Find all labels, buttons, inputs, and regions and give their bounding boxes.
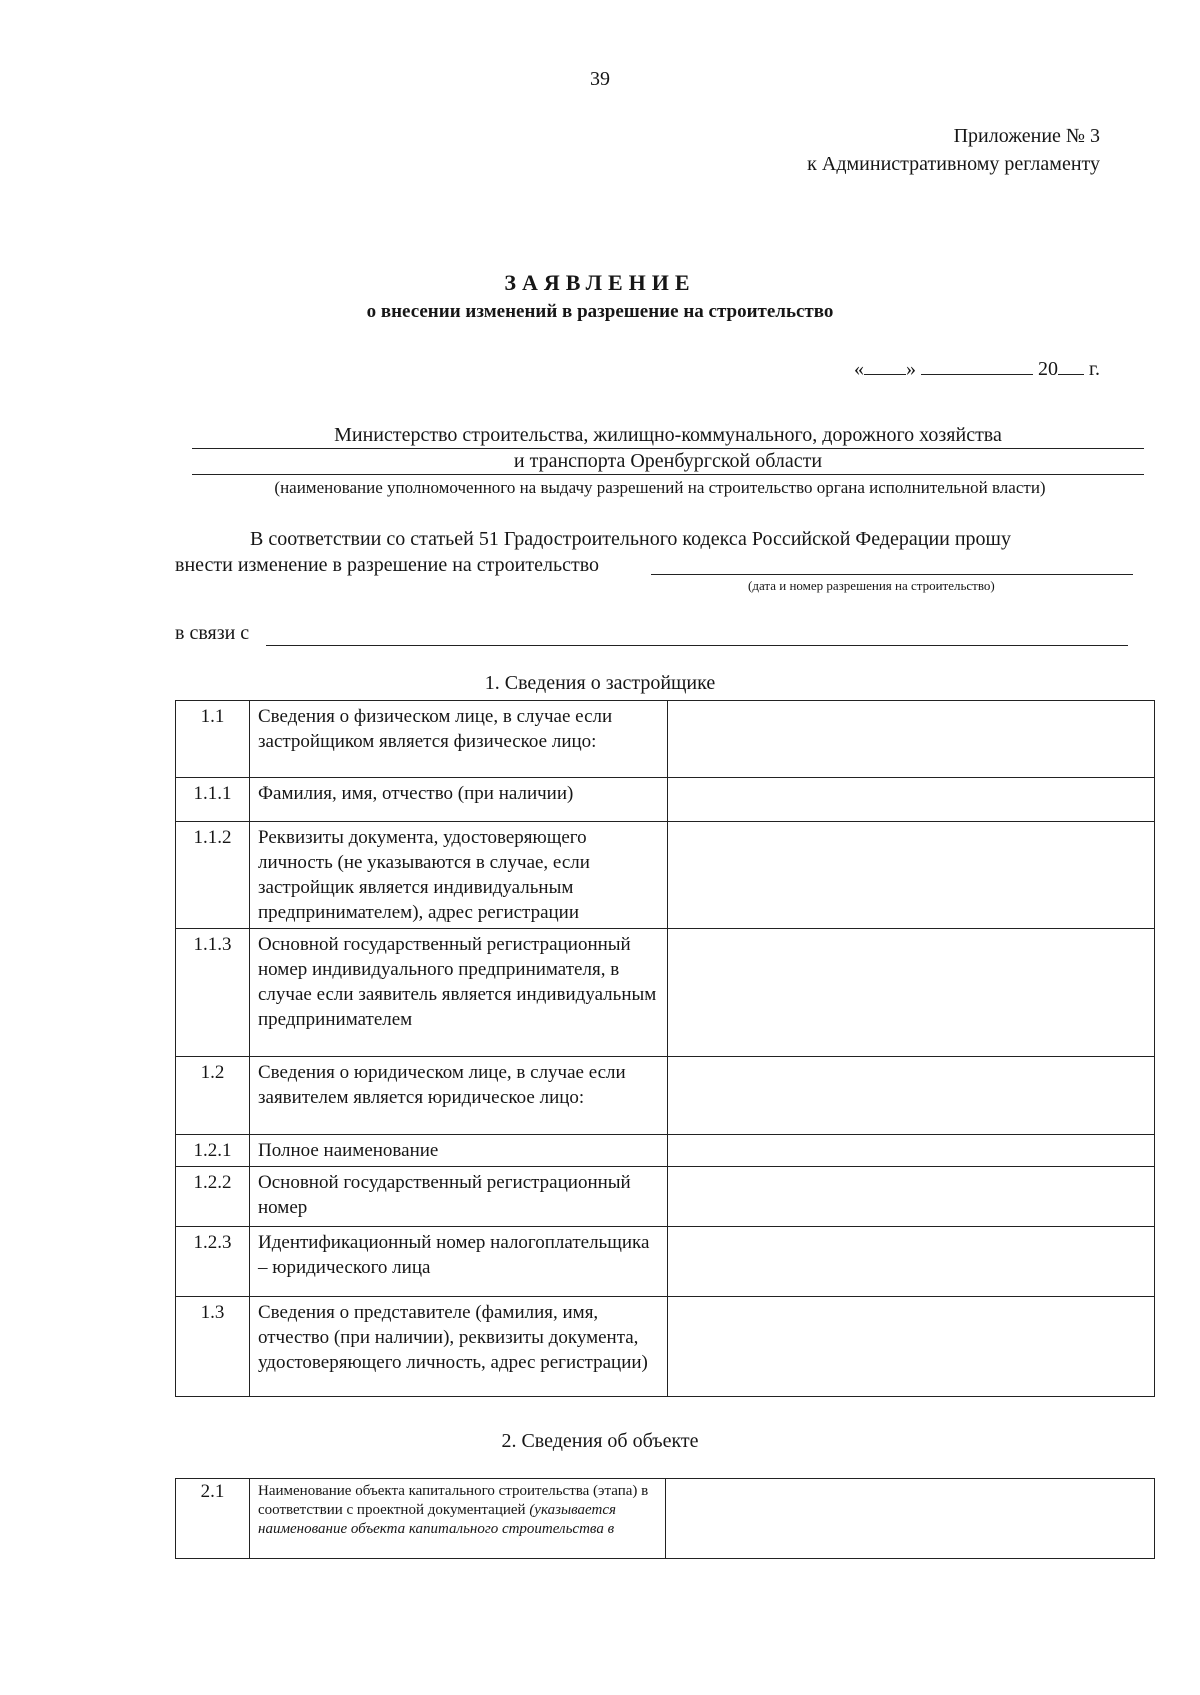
month-field[interactable]: [921, 356, 1033, 375]
close-quote: »: [906, 358, 917, 380]
row-number: 1.1.3: [176, 929, 250, 1057]
table-row: [176, 1057, 1155, 1135]
row-label: Полное наименование: [250, 1135, 668, 1167]
row-number: 1.1.2: [176, 822, 250, 929]
date-line: [854, 356, 1100, 381]
table-row: [176, 1167, 1155, 1227]
row-value-field[interactable]: [666, 1479, 1155, 1559]
year-field[interactable]: [1058, 356, 1084, 375]
row-number: 1.2.3: [176, 1227, 250, 1297]
table-row: [176, 929, 1155, 1057]
table-row: [176, 1479, 1155, 1559]
row-value-field[interactable]: [668, 929, 1155, 1057]
row-value-field[interactable]: [668, 1227, 1155, 1297]
row-number: 1.2: [176, 1057, 250, 1135]
row-label: Основной государственный регистрационный номер индивидуального предпринимателя, в случае если заявитель является индивидуальным предпринимателем: [250, 929, 668, 1057]
row-label-text: Наименование объекта капитального строительства (этапа) в соответствии с проектной документацией: [258, 1483, 649, 1518]
row-number: 1.1.1: [176, 778, 250, 822]
authority-caption: (наименование уполномоченного на выдачу разрешений на строительство органа исполнительной власти): [274, 478, 1046, 497]
page-number: 39: [590, 68, 610, 90]
row-label-note: (указывается наименование объекта капитального строительства в: [258, 1502, 616, 1537]
row-label: Сведения о представителе (фамилия, имя, отчество (при наличии), реквизиты документа, удостоверяющего личность, адрес регистрации): [250, 1297, 668, 1397]
authority-line1: Министерство строительства, жилищно-коммунального, дорожного хозяйства: [192, 422, 1144, 449]
row-value-field[interactable]: [668, 1057, 1155, 1135]
row-value-field[interactable]: [668, 778, 1155, 822]
year-prefix: 20: [1038, 358, 1059, 380]
table-row: [176, 1135, 1155, 1167]
row-label: Основной государственный регистрационный номер: [250, 1167, 668, 1227]
day-field[interactable]: [864, 356, 906, 375]
applicant-table: [175, 700, 1155, 1397]
row-label: Сведения о юридическом лице, в случае если заявителем является юридическое лицо:: [250, 1057, 668, 1135]
row-number: 2.1: [176, 1479, 250, 1559]
appendix-header: [807, 122, 1100, 178]
table-row: [176, 822, 1155, 929]
table-row: [176, 1297, 1155, 1397]
row-value-field[interactable]: [668, 701, 1155, 778]
request-line1: В соответствии со статьей 51 Градостроительного кодекса Российской Федерации прошу: [250, 528, 1011, 550]
row-label: [250, 1479, 666, 1559]
row-number: 1.2.2: [176, 1167, 250, 1227]
row-label: Сведения о физическом лице, в случае если застройщиком является физическое лицо:: [250, 701, 668, 778]
reason-label: в связи с: [175, 622, 250, 644]
permit-caption: (дата и номер разрешения на строительство): [748, 578, 995, 593]
authority-line2: и транспорта Оренбургской области: [192, 448, 1144, 475]
row-value-field[interactable]: [668, 1297, 1155, 1397]
table-row: [176, 1227, 1155, 1297]
row-number: 1.2.1: [176, 1135, 250, 1167]
table-row: [176, 701, 1155, 778]
row-number: 1.1: [176, 701, 250, 778]
permit-number-field[interactable]: [651, 574, 1133, 575]
open-quote: «: [854, 358, 865, 380]
document-title: ЗАЯВЛЕНИЕ: [504, 270, 696, 295]
row-label: Реквизиты документа, удостоверяющего личность (не указываются в случае, если застройщик является индивидуальным предпринимателем), адрес регистрации: [250, 822, 668, 929]
row-value-field[interactable]: [668, 822, 1155, 929]
object-table: [175, 1478, 1155, 1559]
appendix-line2: к Административному регламенту: [807, 153, 1100, 175]
section1-title: 1. Сведения о застройщике: [484, 672, 716, 694]
section2-title: 2. Сведения об объекте: [501, 1430, 699, 1452]
year-suffix: г.: [1089, 358, 1100, 380]
row-number: 1.3: [176, 1297, 250, 1397]
row-label: Фамилия, имя, отчество (при наличии): [250, 778, 668, 822]
request-line2: внести изменение в разрешение на строительство: [175, 554, 600, 576]
row-value-field[interactable]: [668, 1167, 1155, 1227]
row-label: Идентификационный номер налогоплательщика – юридического лица: [250, 1227, 668, 1297]
row-value-field[interactable]: [668, 1135, 1155, 1167]
appendix-line1: Приложение № 3: [953, 125, 1100, 147]
table-row: [176, 778, 1155, 822]
reason-field[interactable]: [266, 645, 1128, 646]
document-subtitle: о внесении изменений в разрешение на строительство: [366, 301, 834, 322]
